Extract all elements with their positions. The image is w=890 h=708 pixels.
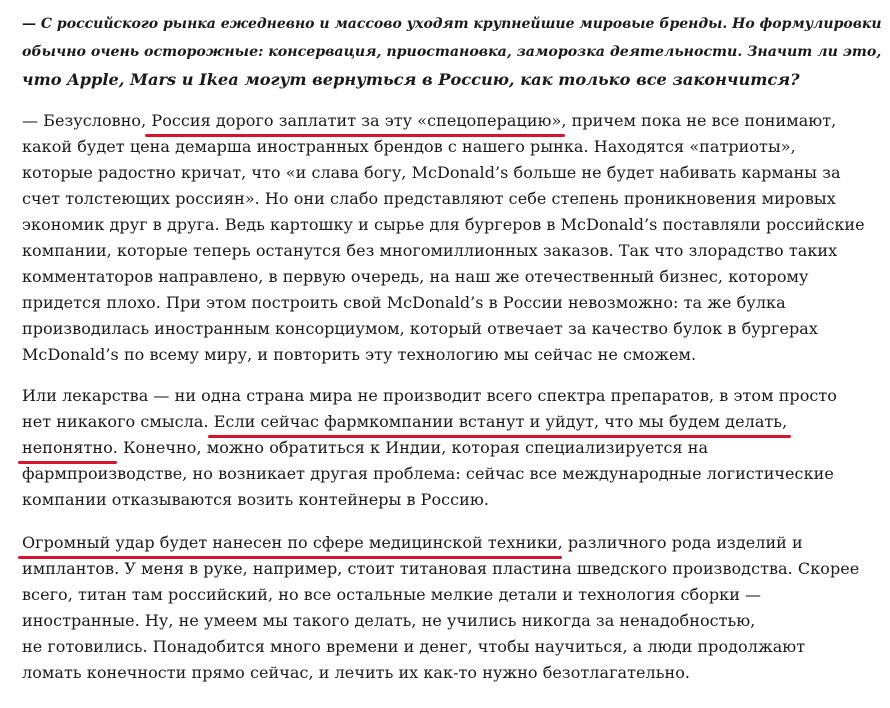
paragraph-line: комментаторов направлено, в первую очередь, на наш же отечественный бизнес, которому bbox=[22, 267, 809, 286]
paragraph-line: всего, титан там российский, но все остальные мелкие детали и технология сборки — bbox=[22, 585, 762, 604]
question-line: — С российского рынка ежедневно и массово уходят крупнейшие мировые бренды. Но формулировки bbox=[22, 16, 882, 32]
paragraph-line: — Безусловно, Россия дорого заплатит за эту «спецоперацию», причем пока не все понимают, bbox=[22, 108, 865, 134]
paragraph-line: имплантов. У меня в руке, например, стоит титановая пластина шведского производства. Скорее bbox=[22, 559, 860, 578]
paragraph-line: придется плохо. При этом построить свой McDonald’s в России невозможно: та же булка bbox=[22, 293, 786, 312]
paragraph-line: Огромный удар будет нанесен по сфере медицинской техники, различного рода изделий и bbox=[22, 530, 859, 556]
paragraph-line: ломать конечности прямо сейчас, и лечить их как-то нужно безотлагательно. bbox=[22, 663, 691, 682]
answer-paragraph-3 bbox=[22, 530, 859, 686]
highlighted-phrase: непонятно bbox=[22, 435, 113, 461]
paragraph-line: не готовились. Понадобится много времени и денег, чтобы научиться, а люди продолжают bbox=[22, 637, 806, 656]
paragraph-line: иностранные. Ну, не умеем мы такого делать, не учились никогда за ненадобностью, bbox=[22, 611, 756, 630]
paragraph-line: компании отказываются возить контейнеры в Россию. bbox=[22, 490, 490, 509]
paragraph-line: которые радостно кричат, что «и слава богу, McDonald’s больше не будет набивать карманы за bbox=[22, 163, 841, 182]
paragraph-line: счет толстеющих россиян». Но они слабо представляют себе степень проникновения мировых bbox=[22, 189, 836, 208]
paragraph-line: непонятно. Конечно, можно обратиться к Индии, которая специализируется на bbox=[22, 435, 837, 461]
question-line: обычно очень осторожные: консервация, приостановка, заморозка деятельности. Значит ли это, bbox=[22, 44, 882, 60]
paragraph-line: Или лекарства — ни одна страна мира не производит всего спектра препаратов, в этом просто bbox=[22, 386, 837, 405]
answer-paragraph-2 bbox=[22, 383, 837, 513]
highlighted-phrase: Если сейчас фармкомпании встанут и уйдут, что мы будем делать, bbox=[214, 409, 788, 435]
paragraph-line: нет никакого смысла. Если сейчас фармкомпании встанут и уйдут, что мы будем делать, bbox=[22, 409, 837, 435]
paragraph-line: фармпроизводстве, но возникает другая проблема: сейчас все международные логистические bbox=[22, 464, 834, 483]
paragraph-line: производилась иностранным консорциумом, который отвечает за качество булок в бургерах bbox=[22, 319, 818, 338]
highlighted-phrase: Огромный удар будет нанесен по сфере медицинской техники bbox=[22, 530, 558, 556]
paragraph-line: какой будет цена демарша иностранных брендов с нашего рынка. Находятся «патриоты», bbox=[22, 137, 796, 156]
answer-paragraph-1 bbox=[22, 108, 865, 368]
paragraph-line: экономик друг в друга. Ведь картошку и сырье для бургеров в McDonald’s поставляли российские bbox=[22, 215, 865, 234]
paragraph-line: McDonald’s по всему миру, и повторить эту технологию мы сейчас не сможем. bbox=[22, 345, 697, 364]
paragraph-line: компании, которые теперь останутся без многомиллионных заказов. Так что злорадство таких bbox=[22, 241, 838, 260]
interview-question bbox=[22, 10, 882, 94]
question-line: что Apple, Mars и Ikea могут вернуться в Россию, как только все закончится? bbox=[22, 70, 800, 89]
highlighted-phrase: Россия дорого заплатит за эту «спецоперацию» bbox=[151, 108, 561, 134]
